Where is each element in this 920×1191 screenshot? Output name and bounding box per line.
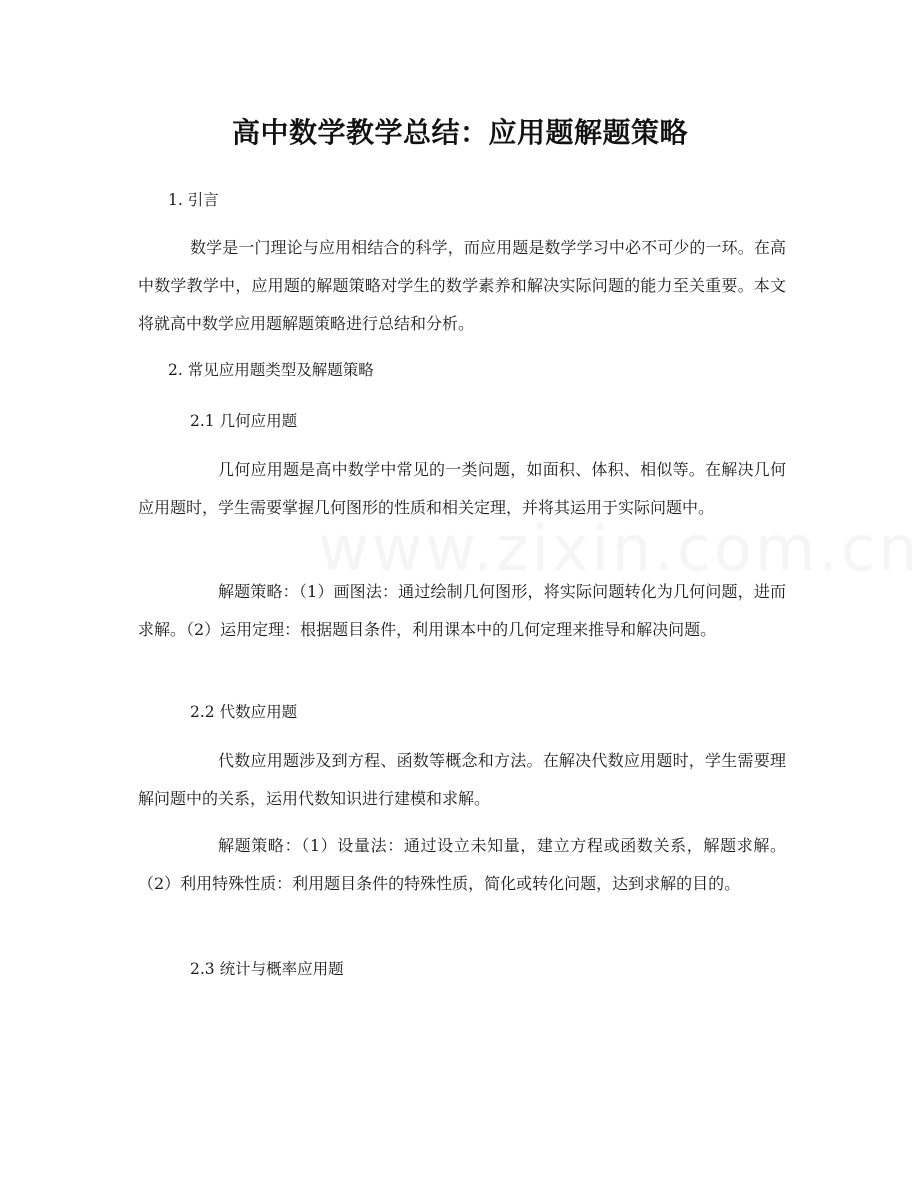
section-heading-types: 2. 常见应用题类型及解题策略: [168, 361, 374, 379]
intro-paragraph: 数学是一门理论与应用相结合的科学，而应用题是数学学习中必不可少的一环。在高中数学教学中，应用题的解题策略对学生的数学素养和解决实际问题的能力至关重要。本文将就高中数学应用题解题策略进行总结和分析。: [138, 238, 786, 333]
subsection-heading-geometry: 2.1 几何应用题: [190, 412, 298, 430]
geometry-strategy-paragraph: 解题策略：（1）画图法：通过绘制几何图形，将实际问题转化为几何问题，进而求解。（2）运用定理：根据题目条件，利用课本中的几何定理来推导和解决问题。: [138, 582, 786, 639]
watermark: www.zixin.com.cn: [318, 512, 920, 585]
page-title: 高中数学教学总结：应用题解题策略: [231, 116, 688, 149]
algebra-strategy-paragraph: 解题策略：（1）设量法：通过设立未知量，建立方程或函数关系，解题求解。（2）利用特殊性质：利用题目条件的特殊性质，简化或转化问题，达到求解的目的。: [138, 836, 786, 893]
geometry-paragraph: 几何应用题是高中数学中常见的一类问题，如面积、体积、相似等。在解决几何应用题时，学生需要掌握几何图形的性质和相关定理，并将其运用于实际问题中。: [138, 460, 786, 517]
subsection-heading-algebra: 2.2 代数应用题: [190, 703, 298, 721]
subsection-heading-statistics: 2.3 统计与概率应用题: [190, 960, 344, 978]
algebra-paragraph: 代数应用题涉及到方程、函数等概念和方法。在解决代数应用题时，学生需要理解问题中的关系，运用代数知识进行建模和求解。: [138, 751, 786, 808]
section-heading-intro: 1. 引言: [168, 191, 219, 209]
